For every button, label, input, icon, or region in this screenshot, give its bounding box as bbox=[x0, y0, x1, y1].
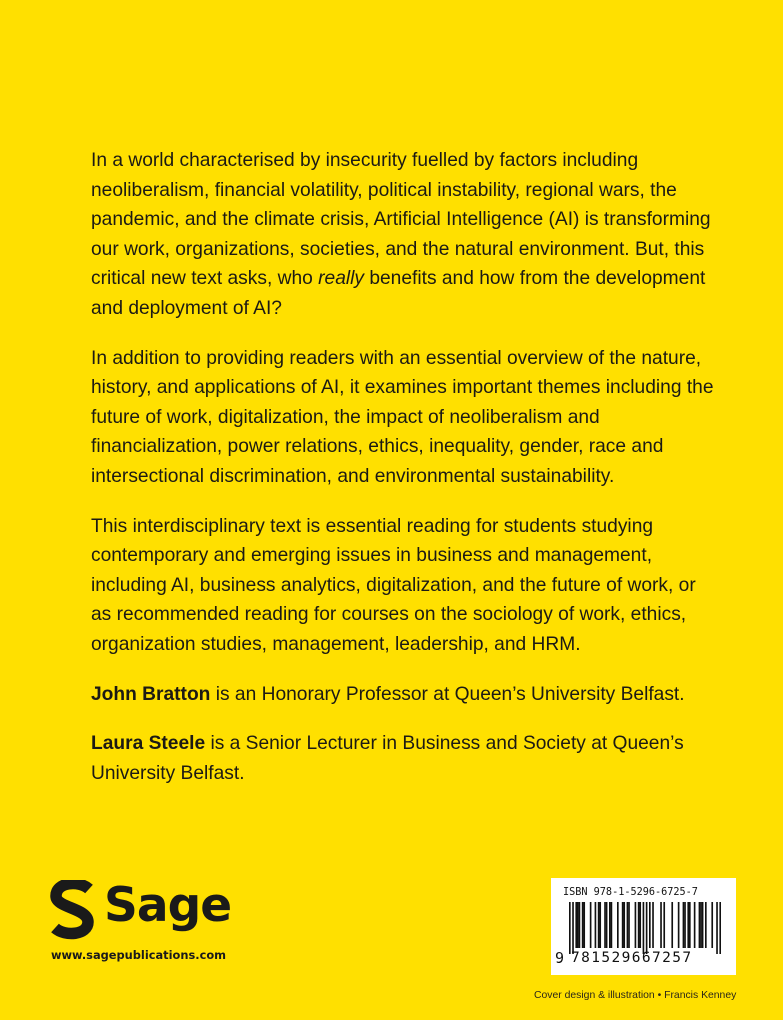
barcode-bar bbox=[617, 902, 619, 948]
barcode-bar bbox=[577, 902, 579, 948]
sage-s-icon bbox=[48, 880, 98, 940]
barcode-bar bbox=[611, 902, 613, 948]
barcode-bar bbox=[689, 902, 691, 948]
publisher-url: www.sagepublications.com bbox=[51, 948, 227, 962]
blurb-paragraph-2: In addition to providing readers with an essential overview of the nature, history, and applications of AI, it examines important themes including the future of work, digitalization, the impact of neoliberalism and financialization, power relations, ethics, inequality, gender, race and intersectional discrimination, and environmental sustainability. bbox=[91, 347, 714, 487]
blurb-paragraph-1-text-b: benefits and how from the development and deployment of AI? bbox=[91, 268, 706, 319]
author-name-1: John Bratton bbox=[91, 683, 211, 705]
ean-first-digit: 9 bbox=[555, 949, 565, 967]
barcode-bar bbox=[687, 902, 689, 948]
emphasis-really: really bbox=[318, 268, 364, 290]
publisher-name: Sage bbox=[104, 878, 232, 933]
ean-digits: 781529667257 bbox=[571, 950, 693, 966]
barcode-bar bbox=[572, 902, 574, 954]
barcode-bar bbox=[646, 902, 648, 954]
barcode-bars bbox=[569, 902, 721, 954]
barcode-bar bbox=[671, 902, 673, 948]
barcode-bar bbox=[694, 902, 696, 948]
back-cover-blurb bbox=[91, 146, 716, 808]
barcode-bar bbox=[639, 902, 641, 948]
barcode-bar bbox=[649, 902, 651, 948]
barcode-bar bbox=[599, 902, 601, 948]
barcode-bar bbox=[628, 902, 630, 948]
barcode-bar bbox=[627, 902, 629, 948]
author-bio-1 bbox=[91, 680, 716, 710]
blurb-paragraph-1-text-a: In a world characterised by insecurity fuelled by factors including neoliberalism, financial volatility, political instability, regional wars, the pandemic, and the climate crisis, Artificial Intelligence (AI) is transforming our work, organizations, societies, and the natural environment. But, this critical new text asks, who bbox=[91, 150, 711, 290]
barcode-bar bbox=[716, 902, 718, 954]
barcode-bar bbox=[604, 902, 606, 948]
barcode-bar bbox=[635, 902, 637, 948]
barcode-bar bbox=[595, 902, 597, 948]
barcode-bar bbox=[711, 902, 713, 948]
author-name-2: Laura Steele bbox=[91, 733, 206, 755]
barcode-bar bbox=[590, 902, 592, 948]
barcode-bar bbox=[643, 902, 645, 954]
barcode-bar bbox=[606, 902, 608, 948]
barcode-bar bbox=[702, 902, 704, 948]
barcode-bar bbox=[622, 902, 624, 948]
blurb-paragraph-3: This interdisciplinary text is essential reading for students studying contemporary and emerging issues in business and management, including AI, business analytics, digitalization, and the future of work, or as recommended reading for courses on the sociology of work, ethics, organization studies, management, leadership, and HRM. bbox=[91, 515, 696, 655]
barcode-bar bbox=[719, 902, 721, 954]
barcode-bar bbox=[684, 902, 686, 948]
author-bio-text-2: is a Senior Lecturer in Business and Society at Queen’s University Belfast. bbox=[91, 733, 684, 784]
barcode-bar bbox=[660, 902, 662, 948]
author-bio-2 bbox=[91, 729, 716, 788]
barcode-bar bbox=[683, 902, 685, 948]
barcode-bar bbox=[569, 902, 571, 954]
barcode-bar bbox=[575, 902, 577, 948]
barcode-bar bbox=[609, 902, 611, 948]
barcode-bar bbox=[678, 902, 680, 948]
cover-credit: Cover design & illustration • Francis Kenney bbox=[534, 990, 737, 1001]
barcode-bar bbox=[699, 902, 701, 948]
barcode-bar bbox=[652, 902, 654, 948]
blurb-paragraph-1 bbox=[91, 146, 716, 324]
barcode-bar bbox=[582, 902, 584, 948]
barcode-bar bbox=[705, 902, 707, 948]
barcode-bar bbox=[598, 902, 600, 948]
barcode-bar bbox=[663, 902, 665, 948]
barcode-bar bbox=[623, 902, 625, 948]
barcode-bar bbox=[583, 902, 585, 948]
isbn-label: ISBN 978-1-5296-6725-7 bbox=[563, 887, 698, 898]
barcode-bar bbox=[700, 902, 702, 948]
isbn-barcode bbox=[551, 878, 736, 975]
publisher-logo bbox=[48, 878, 248, 968]
author-bio-text-1: is an Honorary Professor at Queen’s University Belfast. bbox=[210, 683, 685, 705]
barcode-bar bbox=[579, 902, 581, 948]
barcode-bar bbox=[638, 902, 640, 948]
